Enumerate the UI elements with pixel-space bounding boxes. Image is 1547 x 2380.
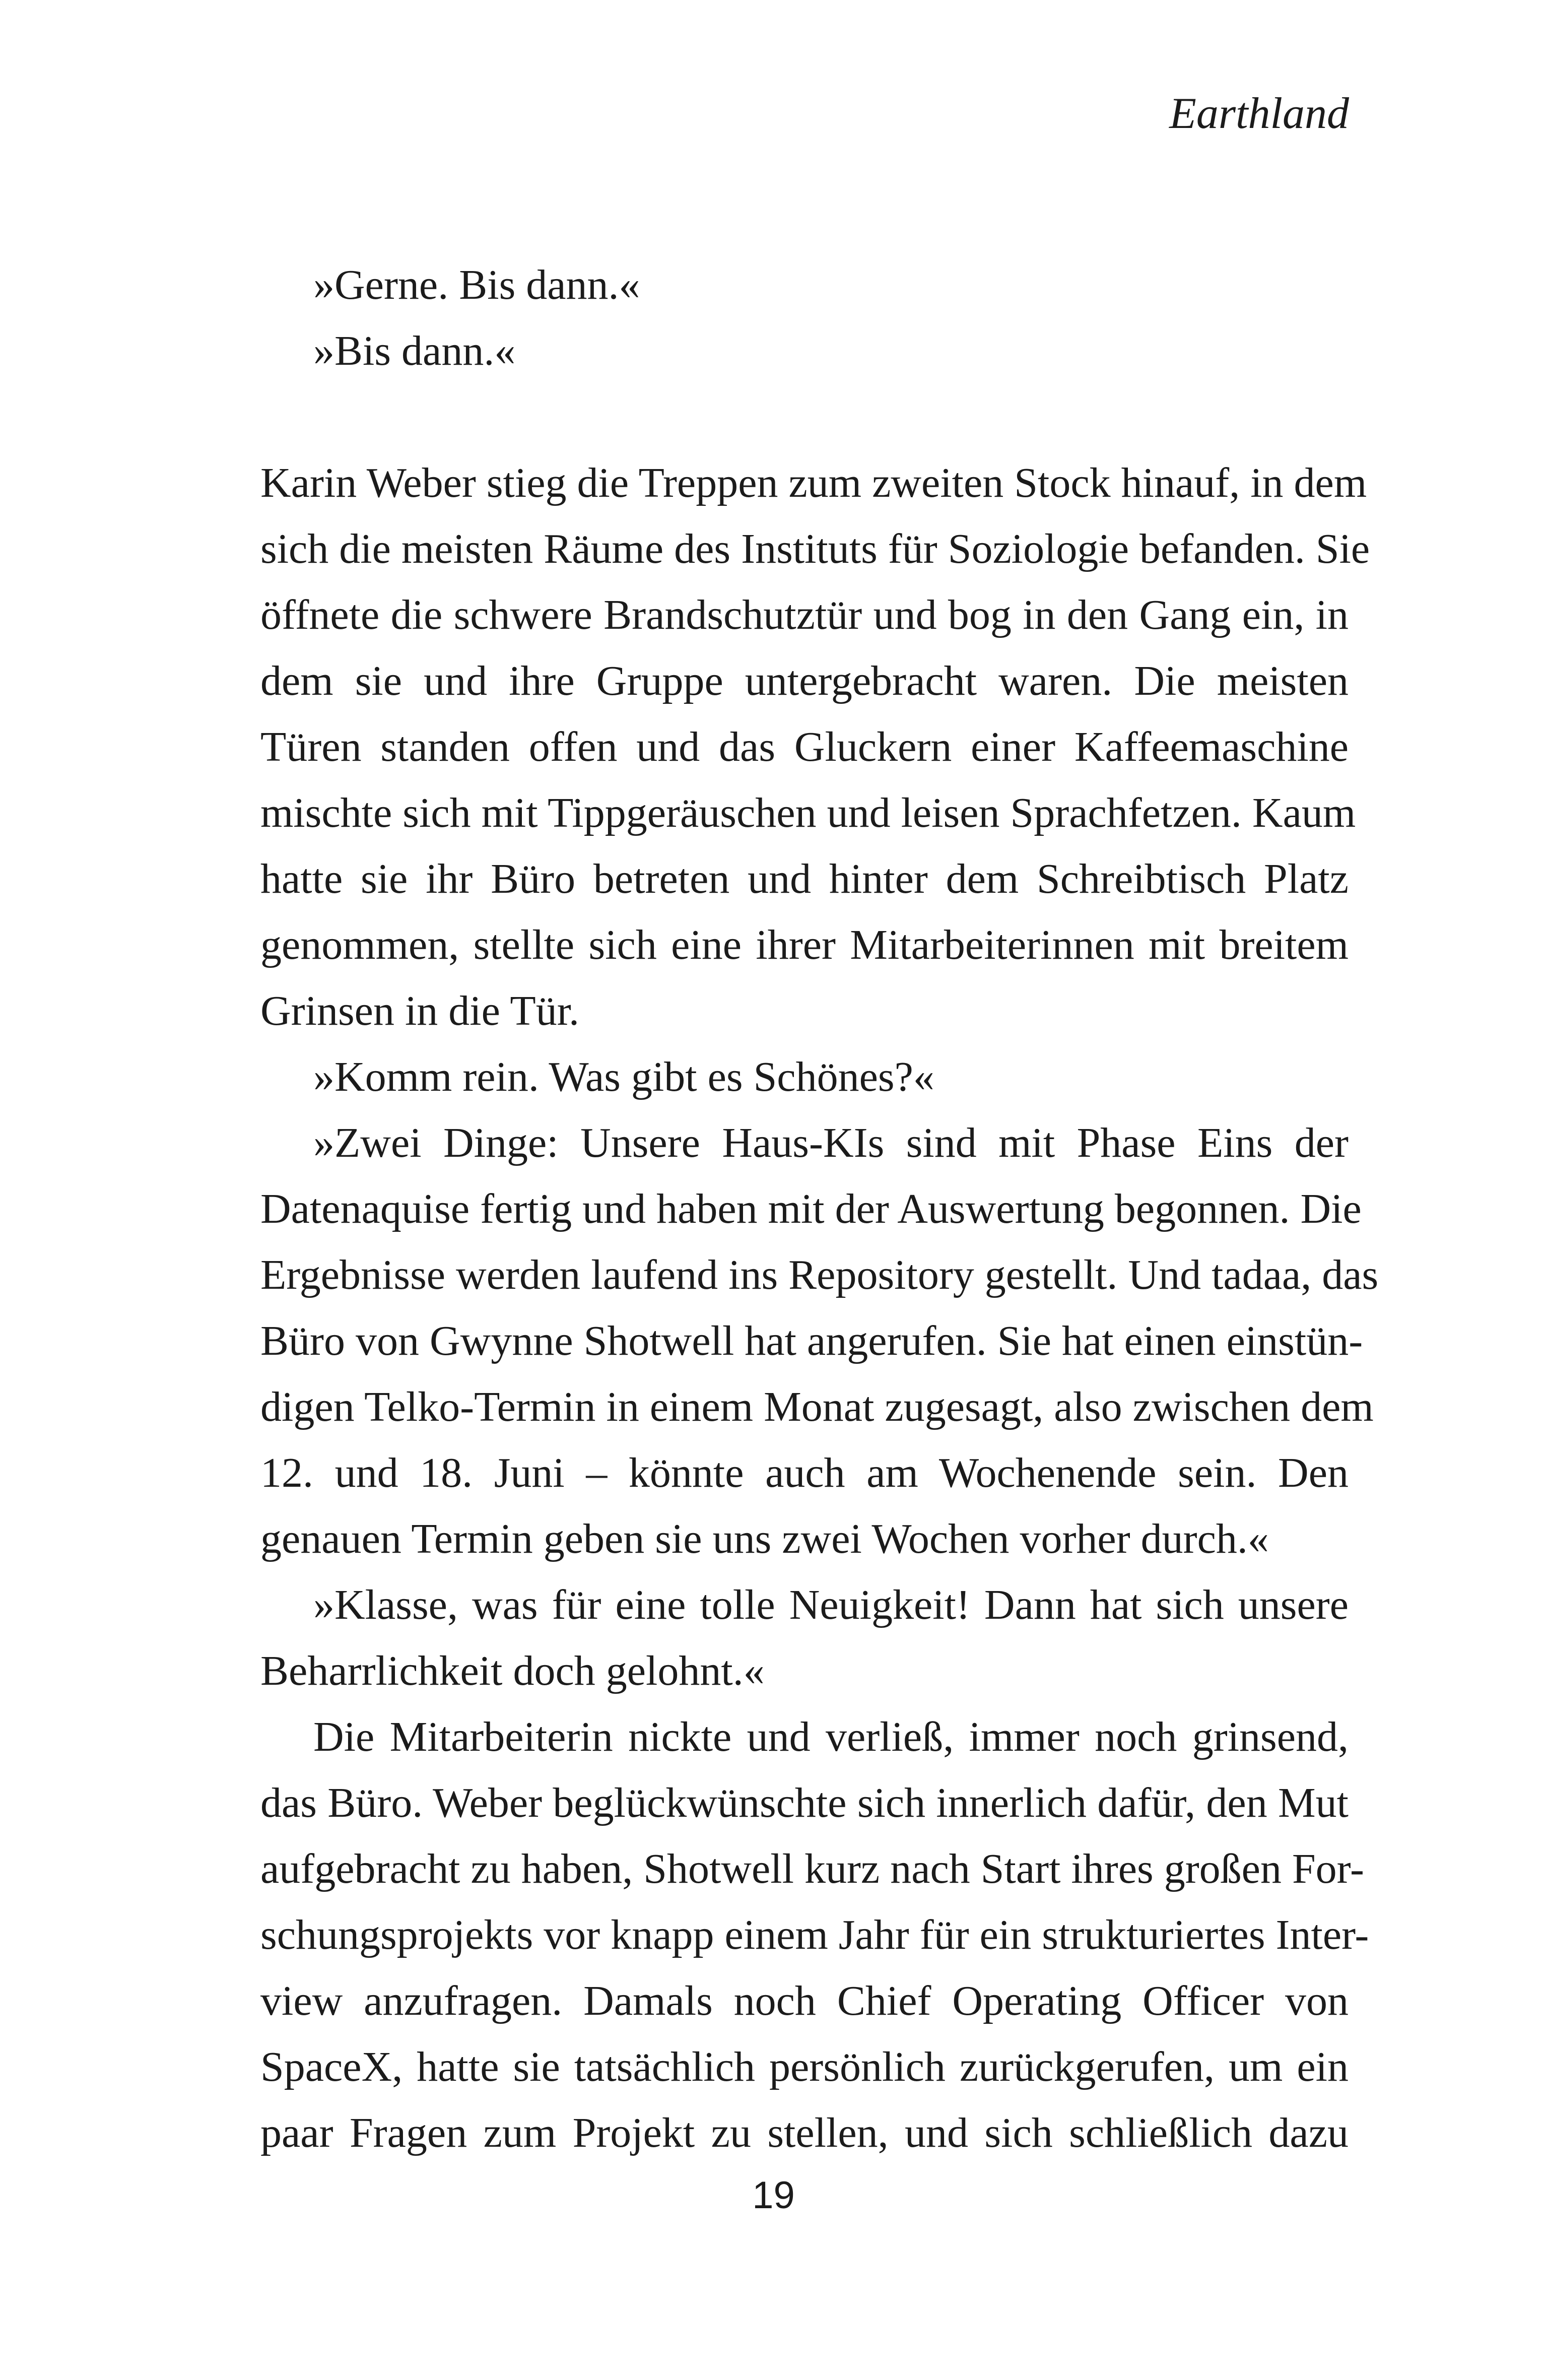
text-line: genommen, stellte sich eine ihrer Mitarbeiterinnen mit breitem bbox=[260, 921, 1349, 968]
text-line: Datenaquise fertig und haben mit der Auswertung begonnen. Die bbox=[260, 1185, 1362, 1232]
text-line: Die Mitarbeiterin nickte und verließ, immer noch grinsend, bbox=[313, 1713, 1349, 1760]
text-line: »Klasse, was für eine tolle Neuigkeit! Dann hat sich unsere bbox=[313, 1581, 1349, 1628]
text-line: genauen Termin geben sie uns zwei Wochen vorher durch.« bbox=[260, 1515, 1269, 1562]
text-line: »Gerne. Bis dann.« bbox=[313, 261, 640, 308]
text-line: Ergebnisse werden laufend ins Repository gestellt. Und tadaa, das bbox=[260, 1251, 1379, 1298]
text-line: 12. und 18. Juni – könnte auch am Wochenende sein. Den bbox=[260, 1449, 1349, 1496]
text-line: Türen standen offen und das Gluckern einer Kaffeemaschine bbox=[260, 723, 1349, 770]
text-line: Grinsen in die Tür. bbox=[260, 987, 580, 1034]
text-line: mischte sich mit Tippgeräuschen und leisen Sprachfetzen. Kaum bbox=[260, 789, 1356, 836]
text-line: Beharrlichkeit doch gelohnt.« bbox=[260, 1647, 765, 1694]
text-line: das Büro. Weber beglückwünschte sich innerlich dafür, den Mut bbox=[260, 1779, 1349, 1826]
text-line: paar Fragen zum Projekt zu stellen, und sich schließlich dazu bbox=[260, 2109, 1349, 2156]
text-line: aufgebracht zu haben, Shotwell kurz nach Start ihres großen For- bbox=[260, 1845, 1364, 1892]
text-line: view anzufragen. Damals noch Chief Operating Officer von bbox=[260, 1977, 1349, 2024]
text-line: schungsprojekts vor knapp einem Jahr für ein strukturiertes Inter- bbox=[260, 1911, 1369, 1958]
text-line: digen Telko-Termin in einem Monat zugesagt, also zwischen dem bbox=[260, 1383, 1374, 1430]
text-line: Karin Weber stieg die Treppen zum zweiten Stock hinauf, in dem bbox=[260, 459, 1367, 506]
text-line: öffnete die schwere Brandschutztür und bog in den Gang ein, in bbox=[260, 591, 1349, 638]
section-break bbox=[260, 384, 1349, 450]
text-line: hatte sie ihr Büro betreten und hinter dem Schreibtisch Platz bbox=[260, 855, 1349, 902]
text-line: sich die meisten Räume des Instituts für Soziologie befanden. Sie bbox=[260, 525, 1370, 572]
text-line: Büro von Gwynne Shotwell hat angerufen. Sie hat einen einstün- bbox=[260, 1317, 1363, 1364]
text-line: »Bis dann.« bbox=[313, 327, 516, 374]
body-text bbox=[260, 252, 1379, 2166]
text-line: SpaceX, hatte sie tatsächlich persönlich zurückgerufen, um ein bbox=[260, 2043, 1349, 2090]
page-number: 19 bbox=[752, 2174, 795, 2217]
text-line: dem sie und ihre Gruppe untergebracht waren. Die meisten bbox=[260, 657, 1349, 704]
text-line: »Zwei Dinge: Unsere Haus-KIs sind mit Phase Eins der bbox=[313, 1119, 1349, 1166]
running-head-title: Earthland bbox=[1169, 89, 1349, 138]
text-line: »Komm rein. Was gibt es Schönes?« bbox=[313, 1053, 934, 1100]
